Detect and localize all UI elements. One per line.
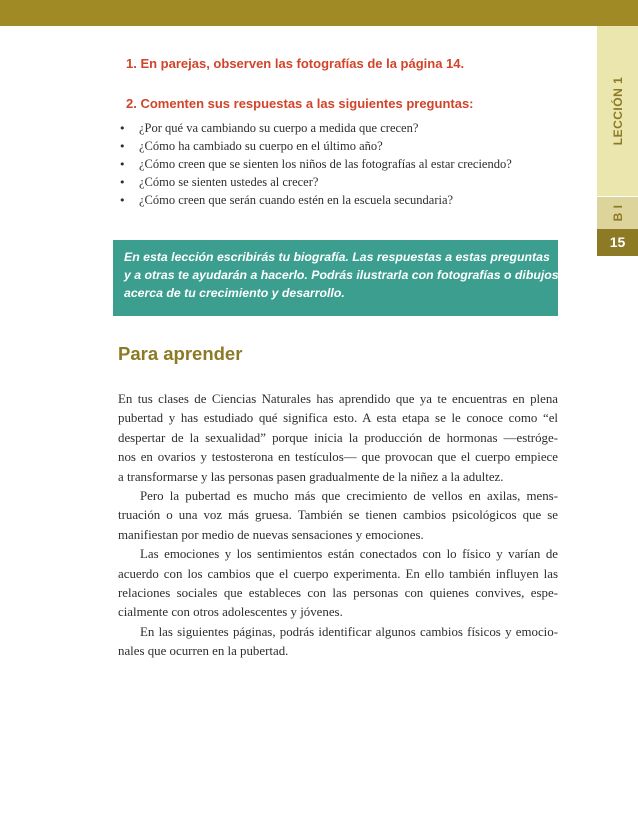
- page-number: 15: [597, 229, 638, 256]
- bullet-icon: •: [119, 158, 126, 171]
- text-line: Pero la pubertad es mucho más que crecimiento de vellos en axilas, mens-: [140, 489, 558, 504]
- question-text: ¿Por qué va cambiando su cuerpo a medida que crecen?: [139, 121, 419, 135]
- question-text: ¿Cómo creen que serán cuando estén en la escuela secundaria?: [139, 193, 454, 207]
- text-line: pubertad y has estudiado qué significa esto. A esta etapa se le conoce como “el: [118, 411, 558, 426]
- block-label: B I: [610, 204, 625, 222]
- callout-line: acerca de tu crecimiento y desarrollo.: [124, 286, 345, 300]
- header-band: [0, 0, 638, 26]
- instruction-heading-1: 1. En parejas, observen las fotografías de la página 14.: [126, 56, 465, 71]
- question-text: ¿Cómo se sienten ustedes al crecer?: [139, 175, 319, 189]
- question-text: ¿Cómo creen que se sienten los niños de las fotografías al estar creciendo?: [139, 157, 512, 171]
- lesson-callout-box: [113, 240, 558, 316]
- paragraph: [118, 390, 558, 487]
- list-item: [118, 119, 512, 137]
- list-item: [118, 155, 512, 173]
- bullet-icon: •: [119, 194, 126, 207]
- question-text: ¿Cómo ha cambiado su cuerpo en el último año?: [139, 139, 383, 153]
- body-text: [118, 390, 558, 662]
- text-line: acuerdo con los cambios que el cuerpo experimenta. En ello también influyen las: [118, 566, 558, 581]
- question-list: [118, 119, 512, 209]
- text-line: nos en ovarios y testosterona en testículos— que provocan que el cuerpo empiece: [118, 450, 558, 465]
- callout-line: y a otras te ayudarán a hacerlo. Podrás ilustrarla con fotografías o dibujos: [124, 268, 559, 282]
- lesson-tab: [597, 26, 638, 196]
- text-line: despertar de la sexualidad” porque inicia la producción de hormonas —estróge-: [118, 430, 558, 445]
- block-tab: [597, 196, 638, 229]
- lesson-label: LECCIÓN 1: [610, 76, 625, 146]
- instruction-heading-2: 2. Comenten sus respuestas a las siguientes preguntas:: [126, 96, 474, 111]
- text-line: nales que ocurren en la pubertad.: [118, 644, 289, 659]
- text-line: Las emociones y los sentimientos están conectados con lo físico y varían de: [140, 547, 558, 562]
- side-tab: [597, 26, 638, 256]
- paragraph: [118, 545, 558, 623]
- bullet-icon: •: [119, 176, 126, 189]
- text-line: cialmente con otros adolescentes y jóvenes.: [118, 605, 343, 620]
- text-line: En las siguientes páginas, podrás identificar algunos cambios físicos y emocio-: [140, 624, 558, 639]
- bullet-icon: •: [119, 122, 126, 135]
- list-item: [118, 173, 512, 191]
- list-item: [118, 191, 512, 209]
- text-line: a transformarse y las personas pasen gradualmente de la niñez a la adultez.: [118, 469, 504, 484]
- callout-text: [124, 248, 559, 302]
- paragraph: [118, 623, 558, 662]
- text-line: truación o una voz más gruesa. También se tienen cambios psicológicos que se: [118, 508, 558, 523]
- bullet-icon: •: [119, 140, 126, 153]
- list-item: [118, 137, 512, 155]
- text-line: relaciones sociales que estableces con las personas con quienes convives, espe-: [118, 586, 558, 601]
- callout-line: En esta lección escribirás tu biografía. Las respuestas a estas preguntas: [124, 250, 550, 264]
- section-title: Para aprender: [118, 343, 243, 364]
- paragraph: [118, 487, 558, 545]
- text-line: manifiestan por medio de nuevas sensaciones y emociones.: [118, 527, 424, 542]
- text-line: En tus clases de Ciencias Naturales has aprendido que ya te encuentras en plena: [118, 392, 558, 406]
